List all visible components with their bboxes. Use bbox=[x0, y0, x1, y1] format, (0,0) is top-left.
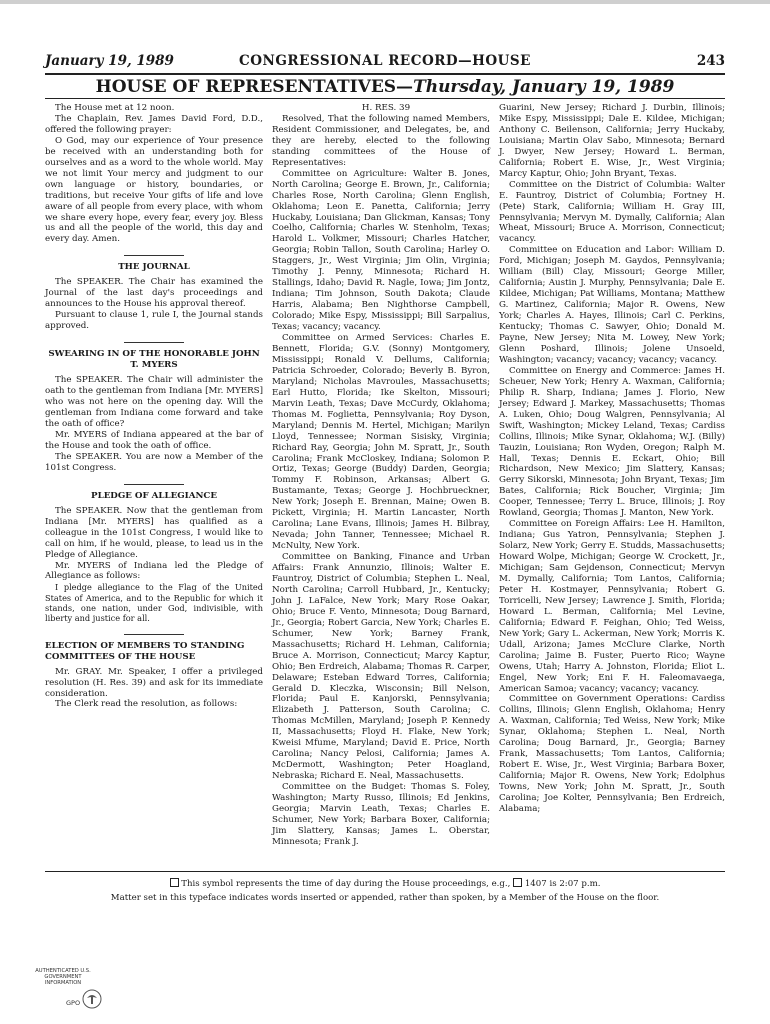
title-main: HOUSE OF REPRESENTATIVES— bbox=[95, 77, 414, 97]
column-3 bbox=[499, 103, 725, 815]
paragraph: Mr. MYERS of Indiana led the Pledge of Allegiance as follows: bbox=[45, 560, 263, 582]
resolution-number: H. RES. 39 bbox=[361, 103, 411, 113]
time-symbol-icon bbox=[513, 878, 522, 887]
paragraph: Mr. MYERS of Indiana appeared at the bar of the House and took the oath of office. bbox=[45, 429, 263, 451]
divider bbox=[124, 634, 184, 635]
committee-energy-commerce: Committee on Energy and Commerce: James H. Scheuer, New York; Henry A. Waxman, California; Philip R. Sharp, Indiana; James J. Florio, New Jersey; Edward J. Markey, Massachusetts; Thomas A. Luken, Ohio; Doug Walgren, Pennsylvania; Al Swift, Washington; Mickey Leland, Texas; Cardiss Collins, Illinois; Mike Synar, Oklahoma; W.J. (Billy) Tauzin, Louisiana; Ron Wyden, Oregon; Ralph M. Hall, Texas; Dennis E. Eckart, Ohio; Bill Richardson, New Mexico; Jim Slattery, Kansas; Gerry Sikorski, Minnesota; John Bryant, Texas; Jim Bates, California; Rick Boucher, Virginia; Jim Cooper, Tennessee; Terry L. Bruce, Illinois; J. Roy Rowland, Georgia; Thomas J. Manton, New York. bbox=[499, 365, 725, 519]
page-title bbox=[45, 76, 725, 98]
paragraph: The SPEAKER. Now that the gentleman from Indiana [Mr. MYERS] has qualified as a colleague in the 101st Congress, I would like to call on him, if he would, please, to lead us in the Pledge of Allegiance. bbox=[45, 505, 263, 560]
committee-armed-services: Committee on Armed Services: Charles E. Bennett, Florida; G.V. (Sonny) Montgomery, Mississippi; Ronald V. Dellums, California; Patricia Schroeder, Colorado; Beverly B. Byron, Maryland; Nicholas Mavroules, Massachusetts; Earl Hutto, Florida; Ike Skelton, Missouri; Marvin Leath, Texas; Dave McCurdy, Oklahoma; Thomas M. Foglietta, Pennsylvania; Roy Dyson, Maryland; Dennis M. Hertel, Michigan; Marilyn Lloyd, Tennessee; Norman Sisisky, Virginia; Richard Ray, Georgia; John M. Spratt, Jr., South Carolina; Frank McCloskey, Indiana; Solomon P. Ortiz, Texas; George (Buddy) Darden, Georgia; Tommy F. Robinson, Arkansas; Albert G. Bustamante, Texas; George J. Hochbrueckner, New York; Joseph E. Brennan, Maine; Owen B. Pickett, Virginia; H. Martin Lancaster, North Carolina; Lane Evans, Illinois; James H. Bilbray, Nevada; John Tanner, Tennessee; Michael R. McNulty, New York. bbox=[272, 333, 490, 552]
footer-rule bbox=[45, 871, 725, 872]
committee-banking: Committee on Banking, Finance and Urban Affairs: Frank Annunzio, Illinois; Walter E. Fauntroy, District of Columbia; Stephen L. Neal, North Carolina; Carroll Hubbard, Jr., Kentucky; John J. LaFalce, New York; Mary Rose Oakar, Ohio; Bruce F. Vento, Minnesota; Doug Barnard, Jr., Georgia; Robert Garcia, New York; Charles E. Schumer, New York; Barney Frank, Massachusetts; Richard H. Lehman, California; Bruce A. Morrison, Connecticut; Marcy Kaptur, Ohio; Ben Erdreich, Alabama; Thomas R. Carper, Delaware; Esteban Edward Torres, California; Gerald D. Kleczka, Wisconsin; Bill Nelson, Florida; Paul E. Kanjorski, Pennsylvania; Elizabeth J. Patterson, South Carolina; C. Thomas McMillen, Maryland; Joseph P. Kennedy II, Massachusetts; Floyd H. Flake, New York; Kweisi Mfume, Maryland; David E. Price, North Carolina; Nancy Pelosi, California; James A. McDermott, Washington; Peter Hoagland, Nebraska; Richard E. Neal, Massachusetts. bbox=[272, 552, 490, 782]
top-border bbox=[0, 0, 770, 4]
paragraph: Resolved, That the following named Members, Resident Commissioner, and Delegates, be, and they are hereby, elected to the following standing committees of the House of Representatives: bbox=[272, 113, 490, 168]
footer-text: This symbol represents the time of day during the House proceedings, e.g., bbox=[181, 879, 514, 889]
paragraph: The SPEAKER. You are now a Member of the 101st Congress. bbox=[45, 451, 263, 473]
divider bbox=[124, 342, 184, 343]
paragraph: The Chaplain, Rev. James David Ford, D.D., offered the following prayer: bbox=[45, 113, 263, 135]
eagle-seal-icon bbox=[82, 988, 102, 1010]
title-date: Thursday, January 19, 1989 bbox=[413, 77, 675, 97]
column-2 bbox=[272, 103, 490, 848]
header-date: January 19, 1989 bbox=[45, 53, 174, 69]
committee-government-operations: Committee on Government Operations: Cardiss Collins, Illinois; Glenn English, Oklahoma; Henry A. Waxman, California; Ted Weiss, New York; Mike Synar, Oklahoma; Stephen L. Neal, North Carolina; Doug Barnard, Jr., Georgia; Barney Frank, Massachusetts; Tom Lantos, California; Robert E. Wise, Jr., West Virginia; Barbara Boxer, California; Major R. Owens, New York; Edolphus Towns, New York; John M. Spratt, Jr., South Carolina; Joe Kolter, Pennsylvania; Ben Erdreich, Alabama; bbox=[499, 694, 725, 814]
footer-note-2: Matter set in this typeface indicates words inserted or appended, rather than spoken, by a Member of the House on the floor. bbox=[110, 893, 660, 903]
section-heading: THE JOURNAL bbox=[118, 262, 190, 273]
paragraph: Guarini, New Jersey; Richard J. Durbin, Illinois; Mike Espy, Mississippi; Dale E. Kildee, Michigan; Anthony C. Beilenson, California; Jerry Huckaby, Louisiana; Martin Olav Sabo, Minnesota; Bernard J. Dwyer, New Jersey; Howard L. Berman, California; Robert E. Wise, Jr., West Virginia; Marcy Kaptur, Ohio; John Bryant, Texas. bbox=[499, 103, 725, 179]
section-heading: PLEDGE OF ALLEGIANCE bbox=[91, 490, 217, 501]
committee-foreign-affairs: Committee on Foreign Affairs: Lee H. Hamilton, Indiana; Gus Yatron, Pennsylvania; Stephen J. Solarz, New York; Gerry E. Studds, Massachusetts; Howard Wolpe, Michigan; George W. Crockett, Jr., Michigan; Sam Gejdenson, Connecticut; Mervyn M. Dymally, California; Tom Lantos, California; Peter H. Kostmayer, Pennsylvania; Robert G. Torricelli, New Jersey; Lawrence J. Smith, Florida; Howard L. Berman, California; Mel Levine, California; Edward F. Feighan, Ohio; Ted Weiss, New York; Gary L. Ackerman, New York; Morris K. Udall, Arizona; James McClure Clarke, North Carolina; Jaime B. Fuster, Puerto Rico; Wayne Owens, Utah; Harry A. Johnston, Florida; Eliot L. Engel, New York; Eni F. H. Faleomavaega, American Samoa; vacancy; vacancy; vacancy. bbox=[499, 519, 725, 694]
gpo-label: GPO bbox=[66, 999, 81, 1007]
footer-note-1 bbox=[45, 878, 725, 890]
header-rule bbox=[45, 73, 725, 75]
committee-budget: Committee on the Budget: Thomas S. Foley, Washington; Marty Russo, Illinois; Ed Jenkins, Georgia; Marvin Leath, Texas; Charles E. Schumer, New York; Barbara Boxer, California; Jim Slattery, Kansas; James L. Oberstar, Minnesota; Frank J. bbox=[272, 782, 490, 847]
paragraph: Pursuant to clause 1, rule I, the Journal stands approved. bbox=[45, 310, 263, 332]
paragraph: The House met at 12 noon. bbox=[55, 103, 175, 113]
section-heading: SWEARING IN OF THE HONORABLE JOHN T. MYERS bbox=[48, 349, 260, 371]
divider bbox=[124, 255, 184, 256]
authenticated-label: AUTHENTICATED U.S. GOVERNMENT INFORMATION bbox=[35, 968, 91, 986]
page-number: 243 bbox=[696, 53, 725, 69]
pledge-text: I pledge allegiance to the Flag of the United States of America, and to the Republic for which it stands, one nation, under God, indivisible, with liberty and justice for all. bbox=[45, 582, 263, 624]
paragraph: The Clerk read the resolution, as follows: bbox=[55, 699, 238, 710]
committee-district-of-columbia: Committee on the District of Columbia: Walter E. Fauntroy, District of Columbia; Fortney H. (Pete) Stark, California; William H. Gray III, Pennsylvania; Mervyn M. Dymally, California; Alan Wheat, Missouri; Bruce A. Morrison, Connecticut; vacancy. bbox=[499, 179, 725, 245]
column-1 bbox=[45, 103, 263, 710]
section-heading: ELECTION OF MEMBERS TO STANDING COMMITTEES OF THE HOUSE bbox=[45, 640, 245, 662]
committee-education-labor: Committee on Education and Labor: William D. Ford, Michigan; Joseph M. Gaydos, Pennsylvania; William (Bill) Clay, Missouri; George Miller, California; Austin J. Murphy, Pennsylvania; Dale E. Kildee, Michigan; Pat Williams, Montana; Matthew G. Martinez, California; Major R. Owens, New York; Charles A. Hayes, Illinois; Carl C. Perkins, Kentucky; Thomas C. Sawyer, Ohio; Donald M. Payne, New Jersey; Nita M. Lowey, New York; Glenn Poshard, Illinois; Jolene Unsoeld, Washington; vacancy; vacancy; vacancy; vacancy. bbox=[499, 245, 725, 365]
committee-agriculture: Committee on Agriculture: Walter B. Jones, North Carolina; George E. Brown, Jr., California; Charles Rose, North Carolina; Glenn English, Oklahoma; Leon E. Panetta, California; Jerry Huckaby, Louisiana; Dan Glickman, Kansas; Tony Coelho, California; Charles W. Stenholm, Texas; Harold L. Volkmer, Missouri; Charles Hatcher, Georgia; Robin Tallon, South Carolina; Harley O. Staggers, Jr., West Virginia; Jim Olin, Virginia; Timothy J. Penny, Minnesota; Richard H. Stallings, Idaho; David R. Nagle, Iowa; Jim Jontz, Indiana; Tim Johnson, South Dakota; Claude Harris, Alabama; Ben Nighthorse Campbell, Colorado; Mike Espy, Mississippi; Bill Sarpalius, Texas; vacancy; vacancy. bbox=[272, 168, 490, 333]
prayer: O God, may our experience of Your presence be received with an understanding both for ourselves and as a word to the whole world. May we not limit Your mercy and judgment to our own language or history, boundaries, or traditions, but receive Your gifts of life and love aware of all people from every place, with whom we share every hope, every fear, every joy. Bless us and all the people of the world, this day and every day. Amen. bbox=[45, 135, 263, 245]
title-rule bbox=[45, 98, 725, 99]
footer-time-example: 1407 is 2:07 p.m. bbox=[524, 879, 601, 889]
paragraph: The SPEAKER. The Chair will administer the oath to the gentleman from Indiana [Mr. MYERS] who was not here on the opening day. Will the gentleman from Indiana come forward and take the oath of office? bbox=[45, 375, 263, 429]
header-publication: CONGRESSIONAL RECORD—HOUSE bbox=[239, 53, 531, 69]
paragraph: Mr. GRAY. Mr. Speaker, I offer a privileged resolution (H. Res. 39) and ask for its immediate consideration. bbox=[45, 666, 263, 699]
time-symbol-icon bbox=[170, 878, 179, 887]
running-header bbox=[45, 52, 725, 72]
paragraph: The SPEAKER. The Chair has examined the Journal of the last day's proceedings and announces to the House his approval thereof. bbox=[45, 277, 263, 310]
divider bbox=[124, 484, 184, 485]
